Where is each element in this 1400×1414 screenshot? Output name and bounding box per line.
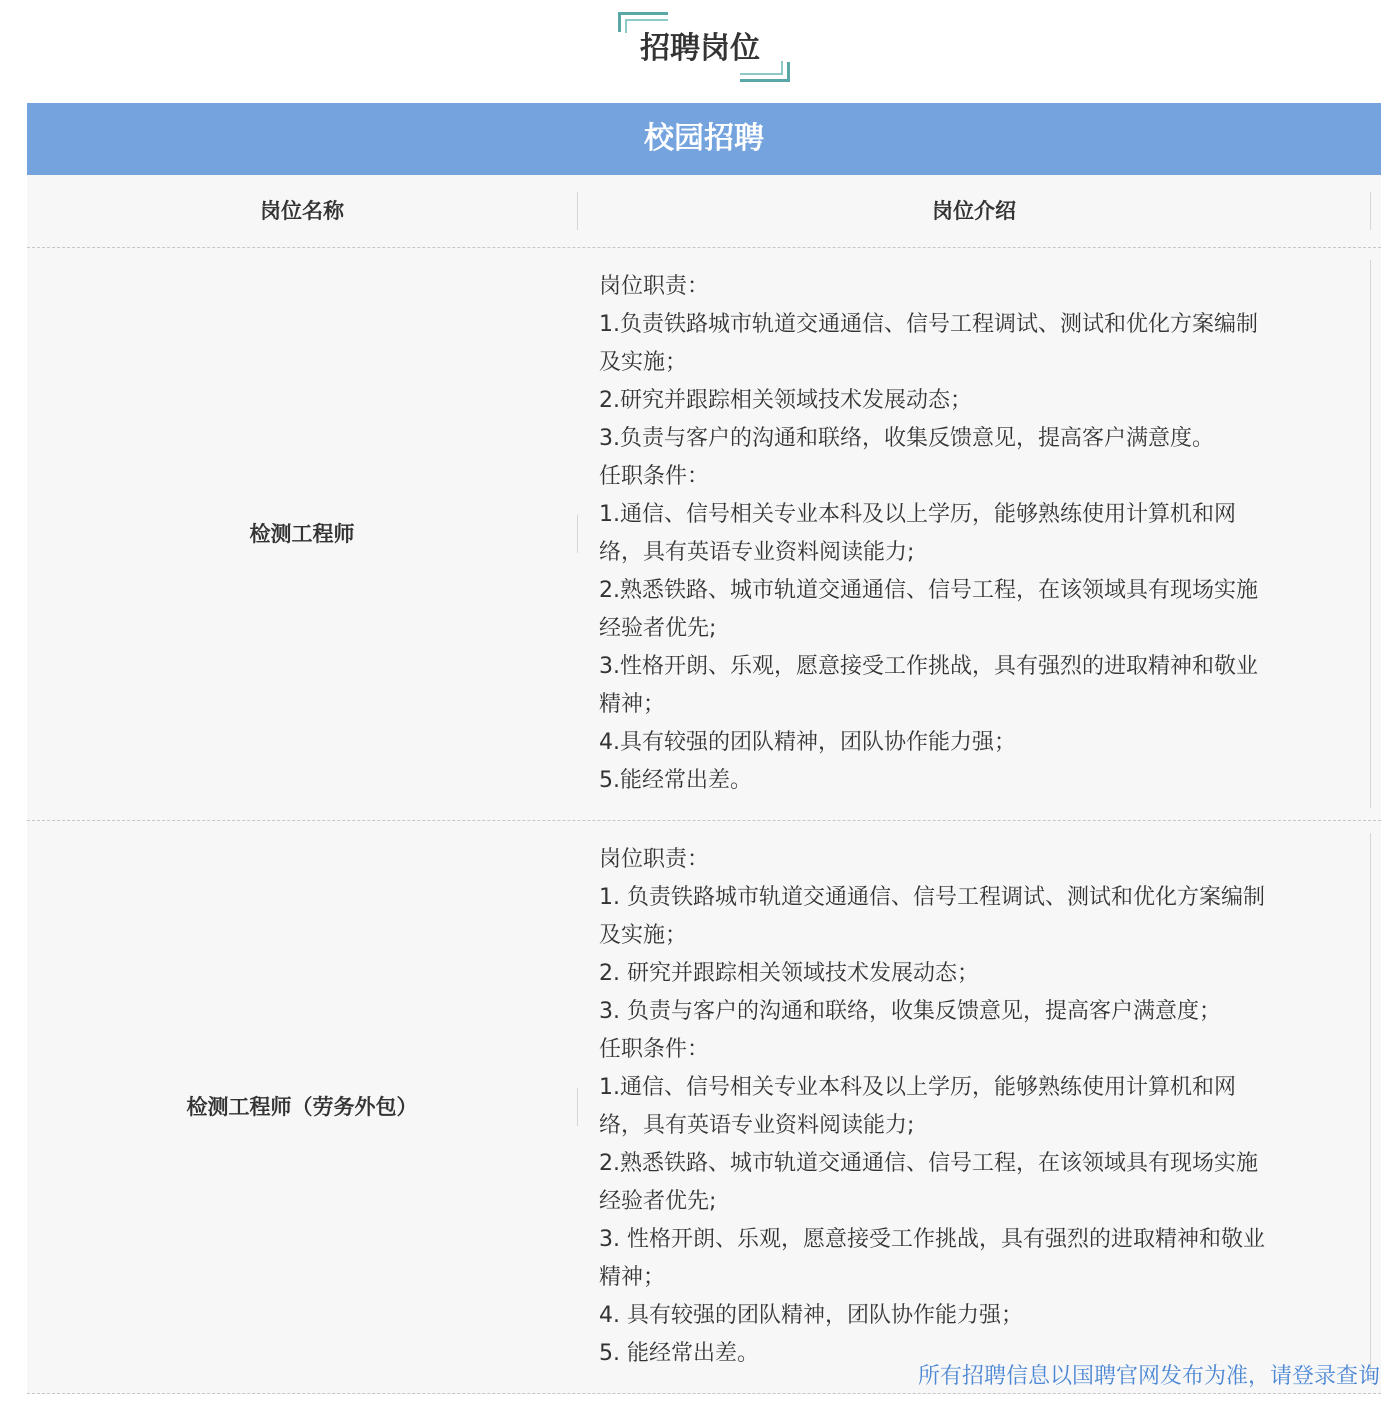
table-row bbox=[27, 821, 1381, 1394]
description-line: 2. 研究并跟踪相关领域技术发展动态； bbox=[599, 961, 979, 986]
description-line: 及实施； bbox=[599, 350, 688, 375]
table-row bbox=[27, 248, 1381, 821]
description-line: 经验者优先; bbox=[599, 1189, 717, 1214]
description-line: 岗位职责： bbox=[599, 847, 710, 872]
description-line: 4.具有较强的团队精神，团队协作能力强； bbox=[599, 730, 1016, 755]
description-line: 5.能经常出差。 bbox=[599, 768, 752, 793]
job-description bbox=[578, 260, 1371, 808]
description-line: 岗位职责： bbox=[599, 274, 710, 299]
description-line: 任职条件： bbox=[599, 1037, 710, 1062]
description-line: 1.通信、信号相关专业本科及以上学历，能够熟练使用计算机和网 bbox=[599, 502, 1236, 527]
description-line: 精神； bbox=[599, 692, 666, 717]
job-table bbox=[27, 103, 1381, 1394]
description-line: 2.熟悉铁路、城市轨道交通通信、信号工程，在该领域具有现场实施 bbox=[599, 1151, 1258, 1176]
section-header bbox=[0, 0, 1400, 100]
description-line: 4. 具有较强的团队精神，团队协作能力强； bbox=[599, 1303, 1023, 1328]
description-line: 3.性格开朗、乐观，愿意接受工作挑战，具有强烈的进取精神和敬业 bbox=[599, 654, 1258, 679]
description-line: 5. 能经常出差。 bbox=[599, 1341, 759, 1366]
description-line: 1.通信、信号相关专业本科及以上学历，能够熟练使用计算机和网 bbox=[599, 1075, 1236, 1100]
table-banner: 校园招聘 bbox=[27, 103, 1381, 175]
job-description bbox=[578, 833, 1371, 1381]
section-title: 招聘岗位 bbox=[640, 31, 760, 66]
description-line: 2.熟悉铁路、城市轨道交通通信、信号工程，在该领域具有现场实施 bbox=[599, 578, 1258, 603]
description-line: 3.负责与客户的沟通和联络，收集反馈意见，提高客户满意度。 bbox=[599, 426, 1214, 451]
description-line: 经验者优先; bbox=[599, 616, 717, 641]
description-line: 3. 性格开朗、乐观，愿意接受工作挑战，具有强烈的进取精神和敬业 bbox=[599, 1227, 1265, 1252]
description-line: 络，具有英语专业资料阅读能力; bbox=[599, 540, 915, 565]
footer-note-link[interactable]: 所有招聘信息以国聘官网发布为准，请登录查询 bbox=[917, 1364, 1380, 1389]
table-header-row bbox=[27, 175, 1381, 248]
description-line: 1.负责铁路城市轨道交通通信、信号工程调试、测试和优化方案编制 bbox=[599, 312, 1258, 337]
job-name: 检测工程师 bbox=[27, 515, 578, 553]
description-line: 2.研究并跟踪相关领域技术发展动态； bbox=[599, 388, 972, 413]
description-line: 任职条件： bbox=[599, 464, 710, 489]
table-body bbox=[27, 248, 1381, 1394]
description-line: 精神； bbox=[599, 1265, 666, 1290]
header-job-name: 岗位名称 bbox=[27, 192, 578, 230]
job-name: 检测工程师（劳务外包） bbox=[27, 1088, 578, 1126]
description-line: 1. 负责铁路城市轨道交通通信、信号工程调试、测试和优化方案编制 bbox=[599, 885, 1265, 910]
header-job-desc: 岗位介绍 bbox=[578, 192, 1371, 230]
description-line: 络，具有英语专业资料阅读能力; bbox=[599, 1113, 915, 1138]
description-line: 及实施； bbox=[599, 923, 688, 948]
description-line: 3. 负责与客户的沟通和联络，收集反馈意见，提高客户满意度； bbox=[599, 999, 1221, 1024]
